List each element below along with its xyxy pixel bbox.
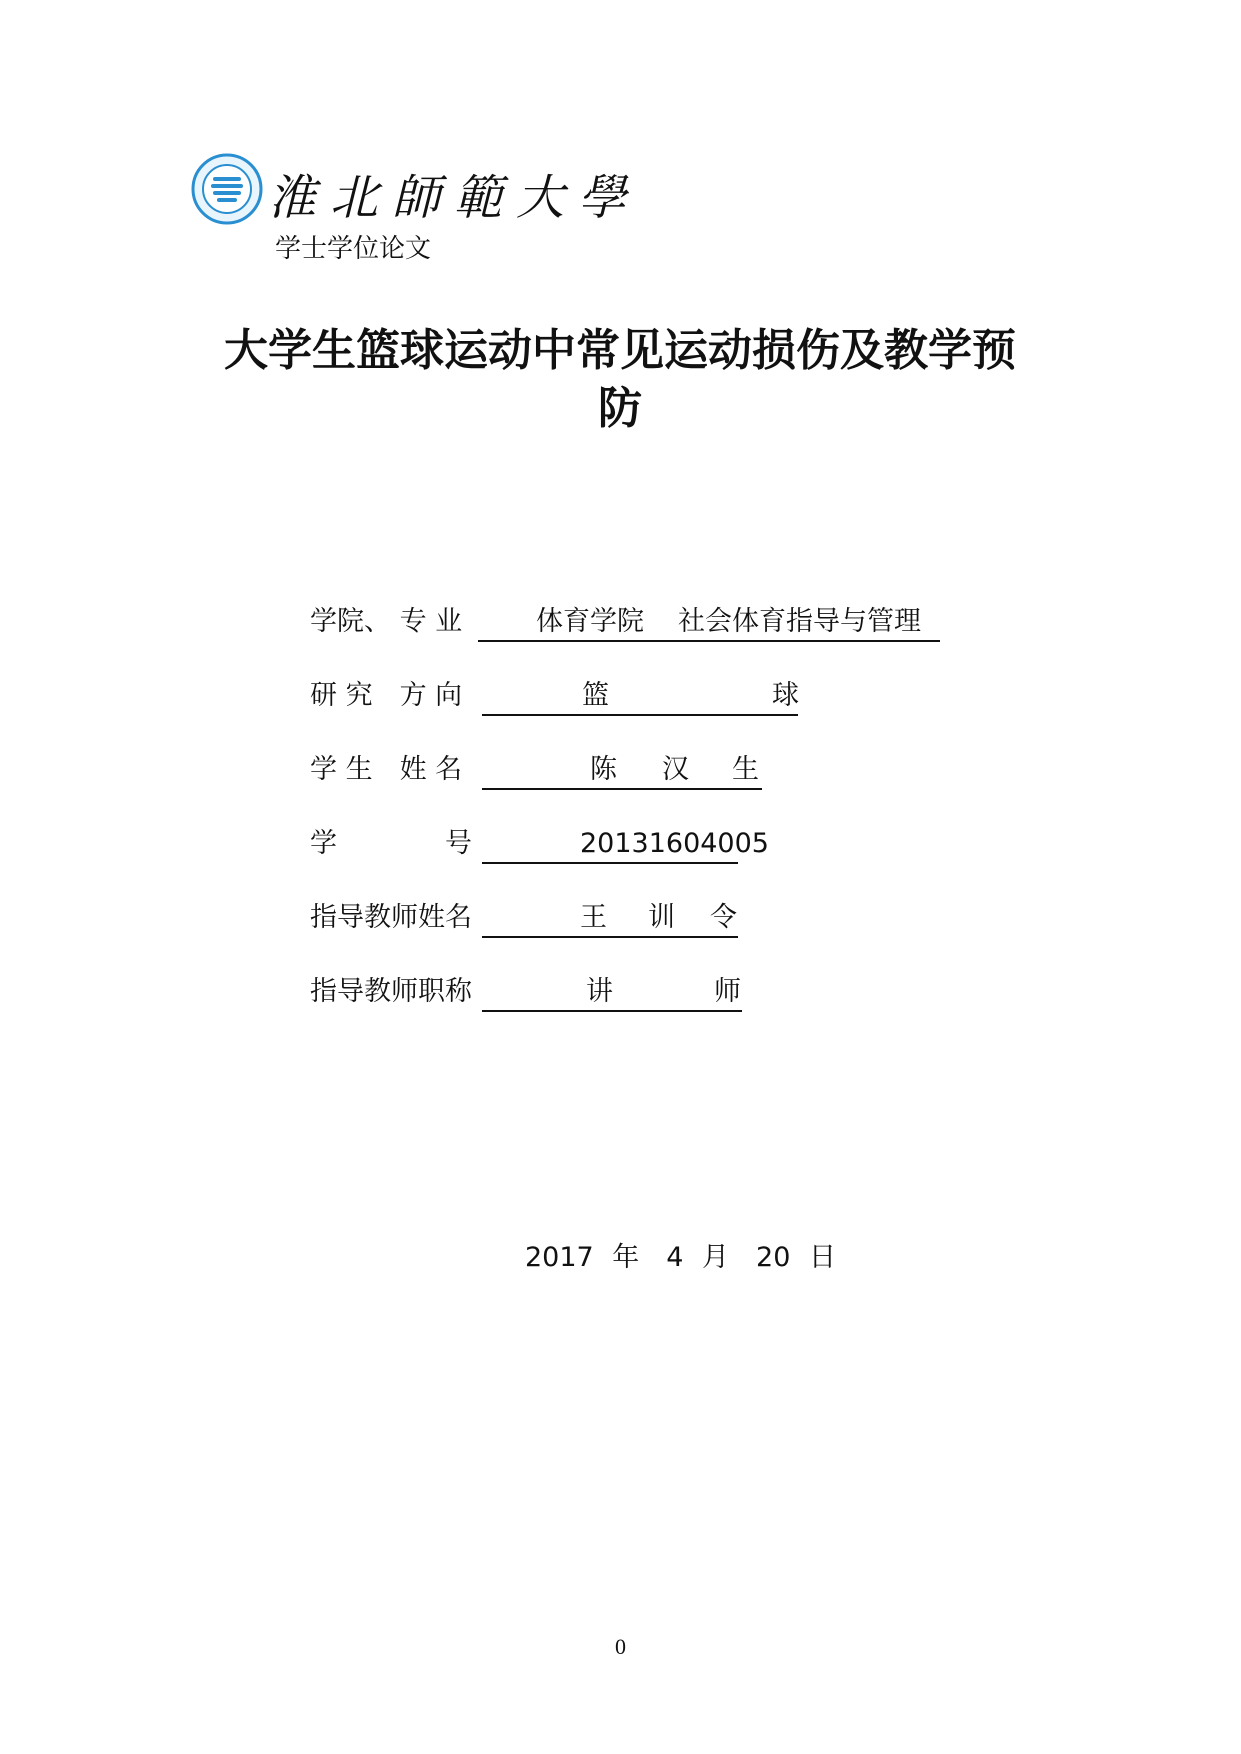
university-name: 淮北師範大學 bbox=[268, 170, 641, 226]
value-research-direction bbox=[482, 674, 798, 716]
page-number: 0 bbox=[615, 1634, 626, 1659]
student-name-char-1: 陈 bbox=[590, 754, 617, 785]
student-name-char-3: 生 bbox=[732, 754, 759, 785]
direction-char-1: 篮 bbox=[582, 680, 609, 711]
label-research-direction: 研 究 方 向 bbox=[310, 680, 463, 711]
college-name: 体育学院 bbox=[536, 606, 644, 637]
label-student-name: 学 生 姓 名 bbox=[310, 754, 463, 785]
advisor-title-char-2: 师 bbox=[714, 976, 741, 1007]
advisor-name-char-3: 令 bbox=[710, 902, 737, 933]
thesis-type: 学士学位论文 bbox=[275, 234, 432, 264]
value-advisor-name bbox=[482, 896, 738, 938]
title-line-1: 大学生篮球运动中常见运动损伤及教学预 bbox=[224, 325, 1016, 376]
advisor-title-char-1: 讲 bbox=[586, 976, 613, 1007]
thesis-title bbox=[190, 322, 1050, 438]
label-advisor-name: 指导教师姓名 bbox=[310, 902, 472, 933]
student-name-char-2: 汉 bbox=[662, 754, 689, 785]
major-name: 社会体育指导与管理 bbox=[678, 606, 921, 637]
advisor-name-char-2: 训 bbox=[648, 902, 675, 933]
label-advisor-title: 指导教师职称 bbox=[310, 976, 472, 1007]
value-advisor-title bbox=[482, 970, 742, 1012]
title-line-2: 防 bbox=[598, 383, 642, 434]
value-student-name bbox=[482, 748, 762, 790]
value-college-major bbox=[478, 600, 940, 642]
submission-date: 2017 年 4 月 20 日 bbox=[525, 1242, 836, 1273]
advisor-name-char-1: 王 bbox=[580, 902, 607, 933]
label-college-major: 学院、 专 业 bbox=[310, 606, 463, 637]
label-student-id: 学 号 bbox=[310, 828, 472, 859]
value-student-id bbox=[482, 822, 769, 864]
student-id-number: 20131604005 bbox=[580, 828, 769, 859]
university-logo bbox=[191, 153, 263, 225]
direction-char-2: 球 bbox=[772, 680, 799, 711]
